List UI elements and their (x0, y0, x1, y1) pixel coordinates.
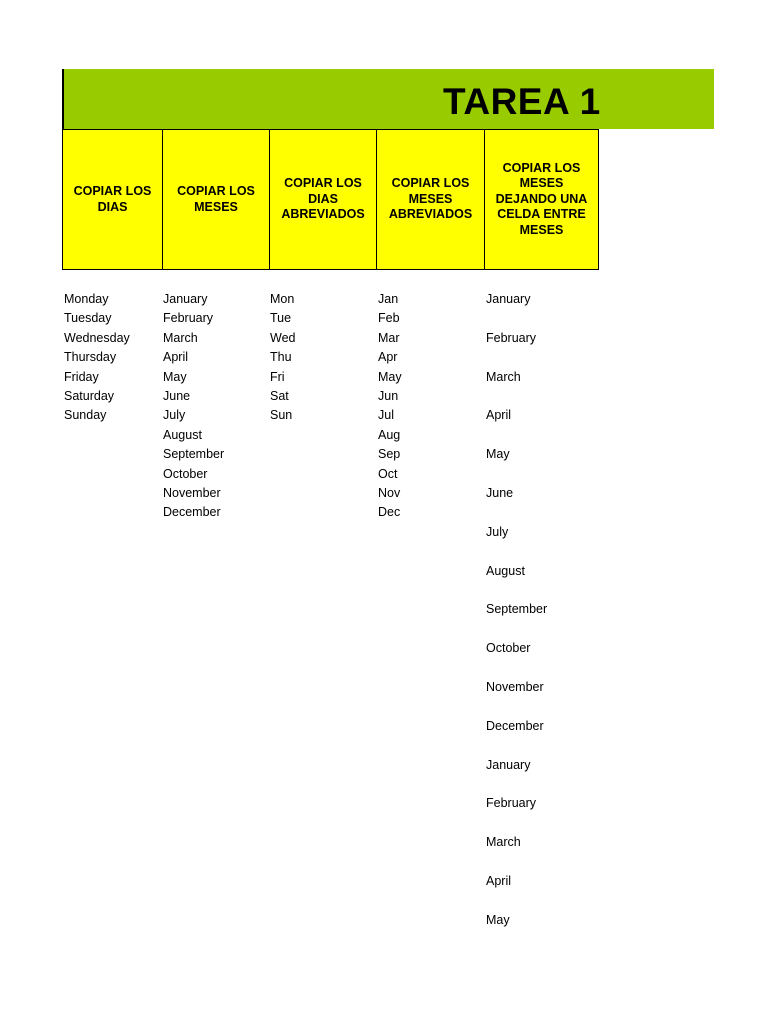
cell: November (486, 679, 544, 694)
cell: July (486, 524, 509, 539)
cell: September (486, 602, 548, 617)
cell: October (486, 641, 531, 656)
cell: Thursday (64, 350, 117, 365)
cell: Friday (64, 369, 99, 384)
cell: May (486, 447, 510, 462)
cell: December (486, 718, 544, 733)
cell: February (486, 796, 537, 811)
cell: Oct (378, 466, 398, 481)
header-days (62, 129, 163, 270)
header-months-spaced-label: COPIAR LOS MESES DEJANDO UNA CELDA ENTRE MESES (495, 160, 588, 237)
cell: March (486, 369, 521, 384)
header-days-abbr (269, 129, 377, 270)
page-title: TAREA 1 (443, 81, 601, 122)
cell: Wed (270, 330, 296, 345)
cell: Thu (270, 350, 292, 365)
cell: Sunday (64, 408, 107, 423)
cell: Nov (378, 485, 401, 500)
cell: Saturday (64, 388, 115, 403)
cell: Sat (270, 388, 289, 403)
cell: January (163, 292, 208, 306)
header-months-label: COPIAR LOS MESES (177, 184, 255, 214)
cell: May (378, 369, 402, 384)
cell: April (486, 873, 512, 888)
cell: August (486, 563, 525, 578)
cell: January (486, 292, 531, 306)
title-bar (62, 69, 714, 129)
cell: Jul (378, 408, 394, 423)
cell: May (163, 369, 187, 384)
cell: April (486, 408, 512, 423)
cell: Monday (64, 292, 109, 306)
cell: January (486, 757, 531, 772)
header-months-abbr-label: COPIAR LOS MESES ABREVIADOS (388, 176, 473, 222)
cell: August (163, 427, 202, 442)
cell: November (163, 485, 221, 500)
cell: June (163, 388, 191, 403)
header-days-label: COPIAR LOS DIAS (73, 184, 152, 214)
cell: February (486, 330, 537, 345)
cell: Mon (270, 292, 295, 306)
cell: February (163, 311, 214, 326)
cell: Feb (378, 311, 400, 326)
cell: October (163, 466, 208, 481)
cell: September (163, 447, 225, 462)
cell: Apr (378, 350, 398, 365)
cell: March (486, 835, 521, 850)
cell: Fri (270, 369, 285, 384)
header-months-abbr (376, 129, 485, 270)
header-months (162, 129, 270, 270)
cell: Dec (378, 505, 401, 520)
cell: Jan (378, 292, 399, 306)
cell: June (486, 485, 514, 500)
cell: May (486, 912, 510, 927)
cell: Sun (270, 408, 293, 423)
months-column (163, 290, 224, 523)
cell: July (163, 408, 186, 423)
months-spaced-column (486, 290, 547, 950)
cell: Wednesday (64, 330, 130, 345)
cell: Mar (378, 330, 400, 345)
cell: Jun (378, 388, 399, 403)
cell: Tuesday (64, 311, 112, 326)
header-months-spaced (484, 129, 599, 270)
cell: Tue (270, 311, 292, 326)
cell: March (163, 330, 198, 345)
header-days-abbr-label: COPIAR LOS DIAS ABREVIADOS (281, 176, 365, 222)
cell: December (163, 505, 221, 520)
cell: Sep (378, 447, 401, 462)
months-abbr-column (378, 290, 402, 523)
cell: Aug (378, 427, 401, 442)
cell: April (163, 350, 189, 365)
days-column (64, 290, 130, 426)
days-abbr-column (270, 290, 295, 426)
